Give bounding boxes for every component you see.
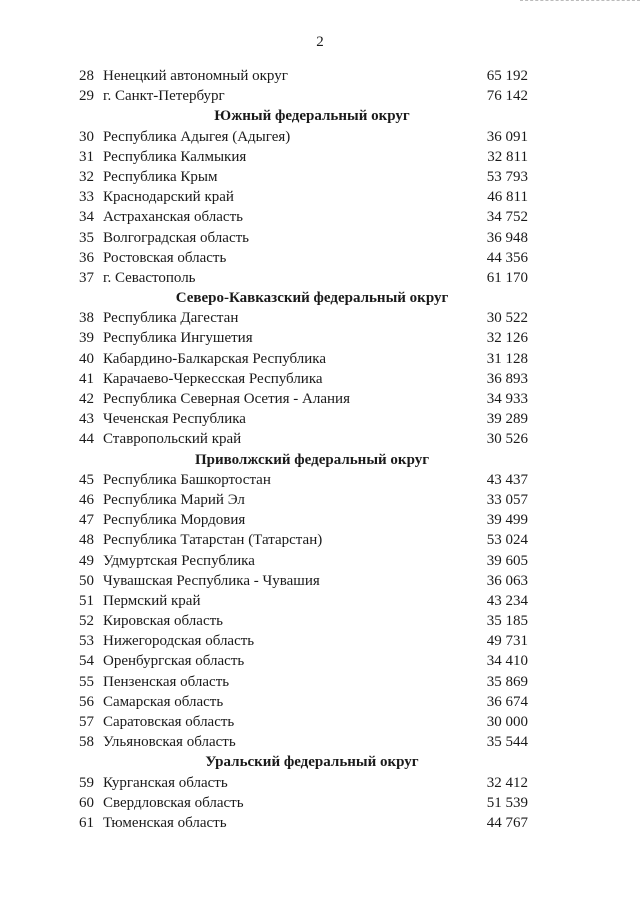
table-row [72, 591, 532, 611]
region-value: 30 522 [486, 310, 528, 327]
region-name: Республика Марий Эл [103, 491, 245, 508]
table-row [72, 127, 532, 147]
region-name: Чеченская Республика [103, 411, 246, 428]
region-value: 36 091 [486, 128, 528, 145]
district-heading: Южный федеральный округ [214, 108, 410, 125]
row-number: 53 [79, 633, 94, 650]
region-value: 61 170 [486, 269, 528, 286]
region-value: 32 811 [487, 148, 528, 165]
region-value: 35 869 [486, 673, 528, 690]
row-number: 46 [79, 491, 94, 508]
row-number: 39 [79, 330, 94, 347]
row-number: 42 [79, 391, 94, 407]
region-value: 36 674 [486, 693, 528, 710]
row-number: 37 [79, 269, 94, 286]
row-number: 30 [79, 128, 94, 145]
region-value: 30 000 [486, 714, 528, 730]
region-name: Саратовская область [103, 714, 235, 730]
region-name: Удмуртская Республика [103, 552, 255, 569]
district-heading: Северо-Кавказский федеральный округ [175, 290, 449, 307]
region-name: Самарская область [103, 693, 224, 710]
region-name: Курганская область [103, 774, 228, 791]
region-value: 32 412 [486, 774, 528, 791]
region-value: 35 185 [486, 613, 528, 630]
region-value: 30 526 [486, 431, 528, 448]
region-name: Ставропольский край [103, 431, 242, 448]
region-name: Пермский край [103, 592, 201, 609]
region-name: Республика Калмыкия [103, 148, 247, 165]
region-value: 34 933 [486, 391, 528, 407]
row-number: 33 [79, 189, 94, 206]
row-number: 48 [79, 532, 94, 549]
region-name: Пензенская область [103, 673, 230, 690]
row-number: 47 [79, 512, 94, 529]
region-value: 31 128 [486, 350, 528, 367]
row-number: 55 [79, 673, 94, 690]
table-row [72, 571, 532, 591]
region-name: Кировская область [103, 613, 224, 630]
region-name: Республика Мордовия [103, 512, 246, 529]
region-name: Ненецкий автономный округ [103, 68, 288, 84]
region-value: 32 126 [486, 330, 528, 347]
region-value: 36 893 [486, 370, 528, 387]
table-row [72, 611, 532, 631]
table-row [72, 349, 532, 369]
region-value: 44 356 [486, 249, 528, 266]
row-number: 31 [79, 148, 94, 165]
row-number: 57 [79, 714, 94, 730]
row-number: 51 [79, 592, 94, 609]
table-row [72, 813, 532, 833]
table-row [72, 732, 532, 752]
region-value: 39 289 [486, 411, 528, 428]
row-number: 36 [79, 249, 94, 266]
row-number: 54 [79, 653, 94, 670]
table-row [72, 651, 532, 671]
row-number: 59 [79, 774, 94, 791]
region-name: Нижегородская область [103, 633, 255, 650]
district-heading: Приволжский федеральный округ [194, 451, 430, 468]
table-row [72, 712, 532, 732]
region-value: 33 057 [486, 491, 528, 508]
table-row [72, 328, 532, 348]
row-number: 34 [79, 209, 94, 226]
table-row [72, 429, 532, 449]
table-row [72, 86, 532, 106]
region-name: Ростовская область [103, 249, 227, 266]
row-number: 28 [79, 68, 94, 84]
region-name: Республика Северная Осетия - Алания [103, 391, 350, 407]
table-row [72, 308, 532, 328]
table-row [72, 793, 532, 813]
region-value: 44 767 [486, 814, 528, 831]
table-row [72, 147, 532, 167]
row-number: 45 [79, 471, 94, 488]
region-name: Волгоградская область [103, 229, 249, 246]
row-number: 44 [79, 431, 94, 448]
row-number: 50 [79, 572, 94, 589]
regions-table [72, 66, 532, 833]
region-value: 51 539 [486, 794, 528, 811]
region-value: 46 811 [487, 189, 528, 206]
region-name: Чувашская Республика - Чувашия [103, 572, 320, 589]
region-value: 34 410 [486, 653, 528, 670]
table-row [72, 228, 532, 248]
region-name: Астраханская область [103, 209, 243, 226]
row-number: 61 [79, 814, 94, 831]
table-row [72, 692, 532, 712]
row-number: 43 [79, 411, 94, 428]
region-name: Свердловская область [103, 794, 244, 811]
row-number: 41 [79, 370, 94, 387]
table-row [72, 248, 532, 268]
region-value: 36 948 [486, 229, 528, 246]
table-row [72, 470, 532, 490]
region-name: г. Севастополь [103, 269, 196, 286]
table-row [72, 551, 532, 571]
table-row [72, 490, 532, 510]
region-name: Республика Крым [103, 168, 218, 185]
table-row [72, 66, 532, 86]
region-value: 34 752 [486, 209, 528, 226]
row-number: 52 [79, 613, 94, 630]
row-number: 38 [79, 310, 94, 327]
table-row [72, 510, 532, 530]
table-row [72, 207, 532, 227]
table-row [72, 773, 532, 793]
region-value: 39 499 [486, 512, 528, 529]
region-name: Республика Ингушетия [103, 330, 253, 347]
row-number: 60 [79, 794, 94, 811]
table-row [72, 187, 532, 207]
region-name: Республика Дагестан [103, 310, 239, 327]
table-row [72, 631, 532, 651]
region-name: Республика Адыгея (Адыгея) [103, 128, 291, 145]
table-row [72, 409, 532, 429]
region-name: Тюменская область [103, 814, 227, 831]
region-value: 53 024 [486, 532, 528, 549]
region-value: 76 142 [486, 88, 528, 105]
row-number: 40 [79, 350, 94, 367]
table-row [72, 672, 532, 692]
scan-edge-mark [520, 0, 640, 3]
region-value: 36 063 [486, 572, 528, 589]
row-number: 58 [79, 734, 94, 751]
region-value: 65 192 [486, 68, 528, 84]
row-number: 29 [79, 88, 94, 105]
table-row [72, 167, 532, 187]
row-number: 56 [79, 693, 94, 710]
region-name: Ульяновская область [103, 734, 236, 751]
page-number: 2 [316, 34, 324, 50]
table-row [72, 530, 532, 550]
region-name: Кабардино-Балкарская Республика [103, 350, 327, 367]
row-number: 49 [79, 552, 94, 569]
region-name: Республика Башкортостан [103, 471, 271, 488]
region-name: Краснодарский край [103, 189, 234, 206]
row-number: 35 [79, 229, 94, 246]
region-value: 35 544 [486, 734, 528, 751]
region-name: г. Санкт-Петербург [103, 88, 225, 105]
region-name: Республика Татарстан (Татарстан) [103, 532, 323, 549]
table-row [72, 389, 532, 409]
row-number: 32 [79, 168, 94, 185]
region-value: 49 731 [486, 633, 528, 650]
region-value: 43 437 [486, 471, 528, 488]
region-name: Карачаево-Черкесская Республика [103, 370, 323, 387]
region-value: 43 234 [486, 592, 528, 609]
region-name: Оренбургская область [103, 653, 245, 670]
region-value: 39 605 [486, 552, 528, 569]
region-value: 53 793 [486, 168, 528, 185]
table-row [72, 369, 532, 389]
table-row [72, 268, 532, 288]
district-heading: Уральский федеральный округ [205, 754, 419, 771]
